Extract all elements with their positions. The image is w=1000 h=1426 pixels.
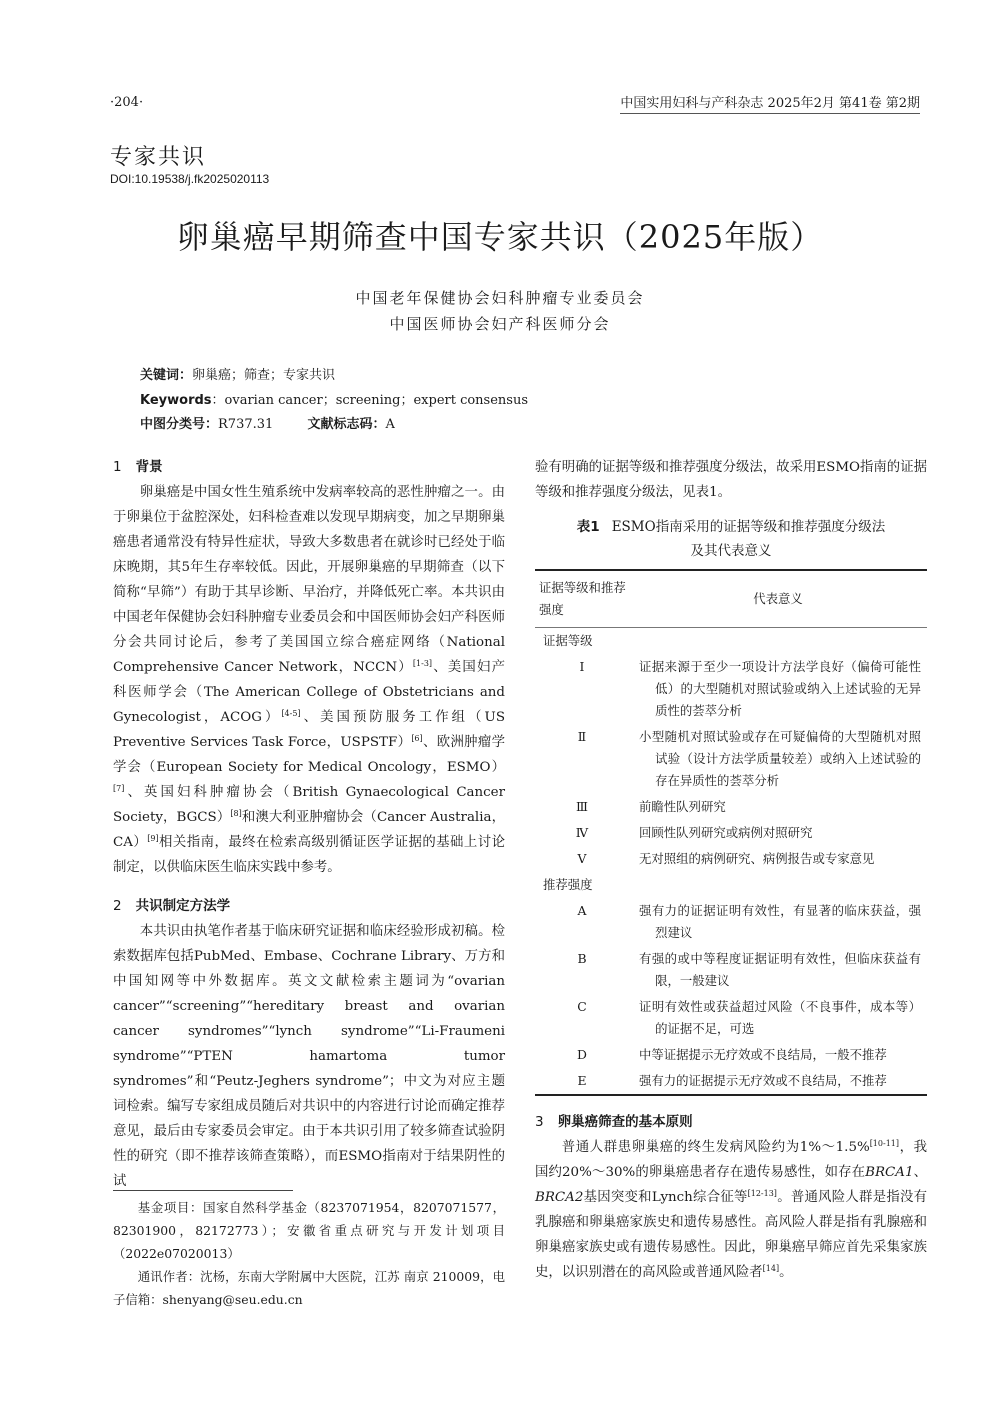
table-header-level: 证据等级和推荐强度 xyxy=(539,580,626,617)
table-cell-description: 有强的或中等程度证据证明有效性，但临床获益有限，一般建议 xyxy=(639,951,921,988)
table-1-label: 表1 xyxy=(576,519,600,535)
table-cell-description: 小型随机对照试验或存在可疑偏倚的大型随机对照试验（设计方法学质量较差）或纳入上述试验的存在异质性的荟萃分析 xyxy=(639,729,921,788)
right-column xyxy=(535,455,927,1285)
classification-line xyxy=(140,413,395,432)
table-cell-level: B xyxy=(577,951,587,966)
corresponding-author-note: 通讯作者：沈杨，东南大学附属中大医院，江苏 南京 210009，电子信箱：shenyang@seu.edu.cn xyxy=(113,1269,505,1307)
table-row xyxy=(535,724,927,794)
table-cell-description-wrapper xyxy=(629,654,927,724)
table-group-row xyxy=(535,872,927,898)
table-cell-description-wrapper xyxy=(629,898,927,946)
gene-brca2: BRCA2 xyxy=(535,1190,584,1205)
table-cell-description: 无对照组的病例研究、病例报告或专家意见 xyxy=(639,851,875,866)
left-column xyxy=(113,455,505,1194)
table-cell-description: 强有力的证据证明有效性，有显著的临床获益，强烈建议 xyxy=(639,903,921,940)
table-1 xyxy=(535,569,927,1096)
table-header-row xyxy=(535,570,927,628)
citation[interactable]: [14] xyxy=(762,1264,780,1273)
table-cell-description: 证明有效性或获益超过风险（不良事件，成本等）的证据不足，可选 xyxy=(639,999,921,1036)
table-cell-description-wrapper xyxy=(629,846,927,872)
keywords-en-value: ：ovarian cancer；screening；expert consensus xyxy=(211,393,529,408)
keywords-cn-value: 卵巢癌；筛查；专家共识 xyxy=(192,368,336,383)
table-cell-level: Ⅱ xyxy=(577,729,587,744)
table-cell-description-wrapper xyxy=(629,1042,927,1068)
funding-note: 基金项目：国家自然科学基金（8237071954，8207071577，82301900，82172773）；安徽省重点研究与开发计划项目（2022e07020013） xyxy=(113,1200,505,1261)
citation[interactable]: [12-13] xyxy=(747,1189,777,1198)
table-header-meaning: 代表意义 xyxy=(753,591,803,606)
doc-code-value: A xyxy=(385,417,395,432)
table-row xyxy=(535,898,927,946)
section-3-paragraph: 普通人群患卵巢癌的终生发病风险约为1%～1.5%[10-11]，我国约20%～30%的卵巢癌患者存在遗传易感性，如存在BRCA1、BRCA2基因突变和Lynch综合征等[12-13]。普通风险人群是指没有乳腺癌和卵巢癌家族史和遗传易感性。高风险人群是指有乳腺癌和卵巢癌家族史或有遗传易感性。因此，卵巢癌早筛应首先采集家族史，以识别潜在的高风险或普通风险者[14]。 xyxy=(535,1139,928,1280)
table-cell-description-wrapper xyxy=(629,820,927,846)
article-title: 卵巢癌早期筛查中国专家共识（2025年版） xyxy=(176,218,824,256)
table-cell-description: 回顾性队列研究或病例对照研究 xyxy=(639,825,813,840)
clc-label: 中图分类号： xyxy=(140,417,219,432)
table-row xyxy=(535,994,927,1042)
organization-1: 中国老年保健协会妇科肿瘤专业委员会 xyxy=(355,289,645,307)
table-group-label: 推荐强度 xyxy=(543,877,593,892)
gene-brca1: BRCA1 xyxy=(865,1165,914,1180)
organization-2: 中国医师协会妇产科医师分会 xyxy=(389,315,611,333)
table-cell-level: Ⅴ xyxy=(577,851,587,866)
section-type: 专家共识 xyxy=(110,145,207,170)
table-cell-level: D xyxy=(577,1047,587,1062)
footnotes xyxy=(113,1196,505,1311)
page-number: ·204· xyxy=(110,95,144,110)
citation[interactable]: [8] xyxy=(230,809,242,818)
citation[interactable]: [6] xyxy=(411,734,423,743)
table-cell-description-wrapper xyxy=(629,724,927,794)
section-2-paragraph-continued: 验有明确的证据等级和推荐强度分级法，故采用ESMO指南的证据等级和推荐强度分级法，见表1。 xyxy=(535,460,927,500)
table-cell-level: E xyxy=(577,1073,587,1088)
table-row xyxy=(535,846,927,872)
keywords-en xyxy=(140,389,528,408)
table-row xyxy=(535,1042,927,1068)
table-group-label: 证据等级 xyxy=(543,633,593,648)
table-cell-level: Ⅲ xyxy=(576,799,588,814)
clc-value: R737.31 xyxy=(218,417,274,432)
table-cell-description: 强有力的证据提示无疗效或不良结局，不推荐 xyxy=(639,1073,887,1088)
table-cell-level: Ⅰ xyxy=(579,659,585,674)
table-row xyxy=(535,654,927,724)
table-cell-level: A xyxy=(577,903,587,918)
table-cell-level: Ⅳ xyxy=(575,825,589,840)
table-row xyxy=(535,794,927,820)
section-1-heading: 1 背景 xyxy=(113,459,163,475)
citation[interactable]: [7] xyxy=(113,784,125,793)
citation[interactable]: [1-3] xyxy=(412,659,433,668)
table-cell-description-wrapper xyxy=(629,946,927,994)
section-2-paragraph: 本共识由执笔作者基于临床研究证据和临床经验形成初稿。检索数据库包括PubMed、Embase、Cochrane Library、万方和中国知网等中外数据库。英文文献检索主题词为“ovarian cancer”“screening”“hereditary breast and ovarian cancer syndromes”“lynch syndrome”“Li-Fraumeni syndrome”“PTEN hamartoma tumor syndromes”和“Peutz-Jeghers syndrome”；中文为对应主题词检索。编写专家组成员随后对共识中的内容进行讨论而确定推荐意见，最后由专家委员会审定。由于本共识引用了较多筛查试验阴性的研究（即不推荐该筛查策略），而ESMO指南对于结果阴性的试 xyxy=(113,924,505,1189)
table-cell-description-wrapper xyxy=(629,1068,927,1095)
table-cell-description: 前瞻性队列研究 xyxy=(639,799,726,814)
section-2-heading: 2 共识制定方法学 xyxy=(113,898,231,914)
section-3-heading: 3 卵巢癌筛查的基本原则 xyxy=(535,1114,693,1130)
journal-running-header: 中国实用妇科与产科杂志 2025年2月 第41卷 第2期 xyxy=(620,92,920,114)
keywords-cn xyxy=(140,364,335,383)
table-1-caption: 表1 ESMO指南采用的证据等级和推荐强度分级法 及其代表意义 xyxy=(576,519,886,559)
keywords-en-label: Keywords xyxy=(140,393,212,408)
doi: DOI:10.19538/j.fk2025020113 xyxy=(110,172,270,186)
table-cell-level: C xyxy=(577,999,587,1014)
doc-code-label: 文献标志码： xyxy=(307,417,386,432)
section-1-paragraph: 卵巢癌是中国女性生殖系统中发病率较高的恶性肿瘤之一。由于卵巢位于盆腔深处，妇科检查难以发现早期病变，加之早期卵巢癌患者通常没有特异性症状，导致大多数患者在就诊时已经处于临床晚期，其5年生存率较低。因此，开展卵巢癌的早期筛查（以下简称“早筛”）有助于其早诊断、早治疗，并降低死亡率。本共识由中国老年保健协会妇科肿瘤专业委员会和中国医师协会妇产科医师分会共同讨论后，参考了美国国立综合癌症网络（National Comprehensive Cancer Network，NCCN）[1-3]、美国妇产科医师学会（The American College of Obstetricians and Gynecologist，ACOG）[4-5]、美国预防服务工作组（US Preventive Services Task Force，USPSTF）[6]、欧洲肿瘤学学会（European Society for Medical Oncology，ESMO）[7]、英国妇科肿瘤协会（British Gynaecological Cancer Society，BGCS）[8]和澳大利亚肿瘤协会（Cancer Australia，CA）[9]相关指南，最终在检索高级别循证医学证据的基础上讨论制定，以供临床医生临床实践中参考。 xyxy=(113,485,506,875)
citation[interactable]: [9] xyxy=(147,834,159,843)
citation[interactable]: [10-11] xyxy=(869,1139,899,1148)
table-cell-description-wrapper xyxy=(629,794,927,820)
table-row xyxy=(535,820,927,846)
table-row xyxy=(535,1068,927,1095)
table-cell-description-wrapper xyxy=(629,994,927,1042)
table-group-row xyxy=(535,628,927,655)
table-row xyxy=(535,946,927,994)
footnote-divider xyxy=(113,1190,293,1191)
keywords-cn-label: 关键词： xyxy=(140,368,193,383)
table-cell-description: 证据来源于至少一项设计方法学良好（偏倚可能性低）的大型随机对照试验或纳入上述试验的无异质性的荟萃分析 xyxy=(639,659,921,718)
table-cell-description: 中等证据提示无疗效或不良结局，一般不推荐 xyxy=(639,1047,887,1062)
citation[interactable]: [4-5] xyxy=(281,709,301,718)
